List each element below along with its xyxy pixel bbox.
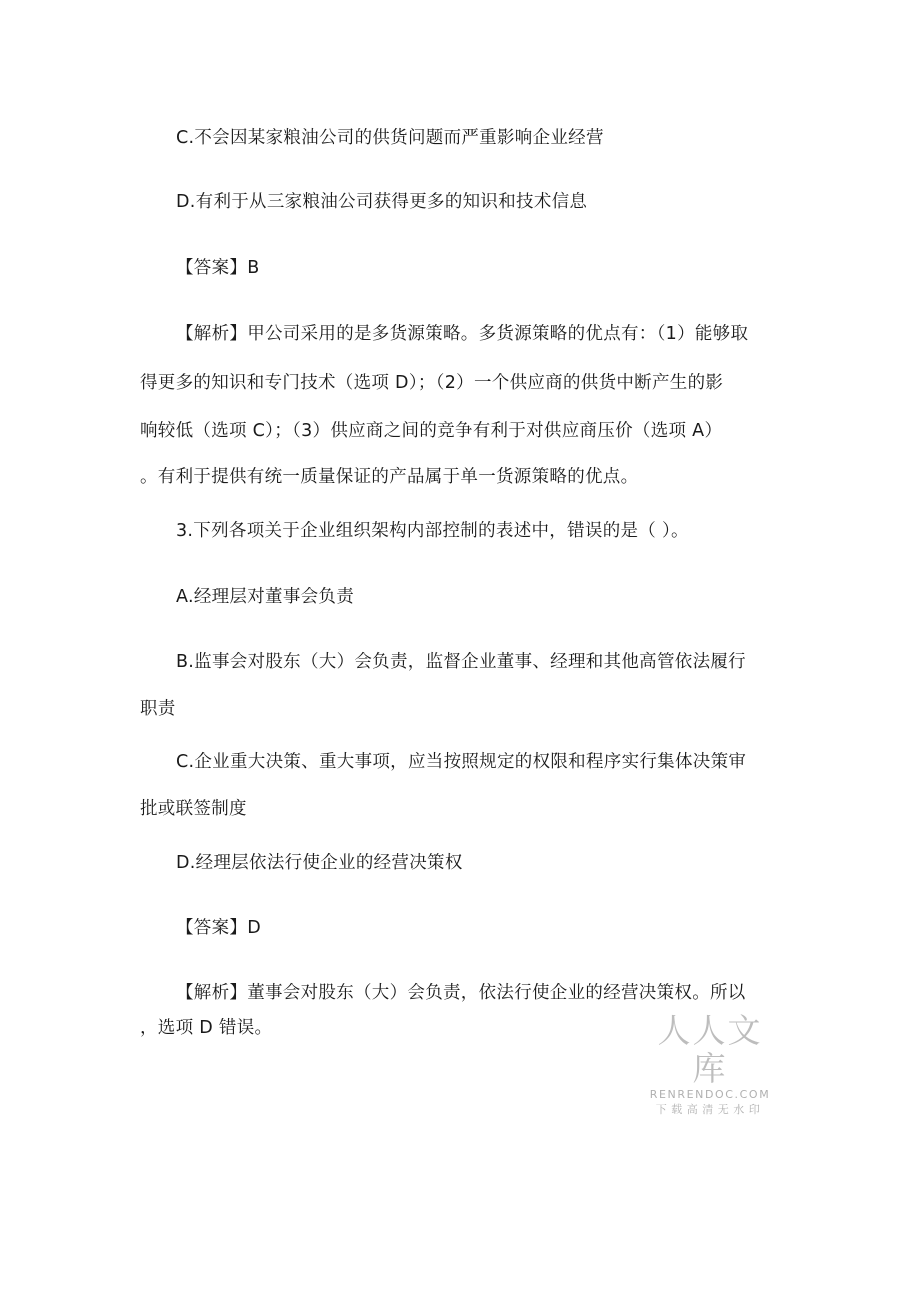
watermark-subtitle: 下载高清无水印 xyxy=(655,1103,765,1116)
q3-option-c-line-1: C.企业重大决策、重大事项，应当按照规定的权限和程序实行集体决策审 xyxy=(176,752,747,772)
q2-option-c: C.不会因某家粮油公司的供货问题而严重影响企业经营 xyxy=(176,128,604,148)
q2-analysis-line-4: 。有利于提供有统一质量保证的产品属于单一货源策略的优点。 xyxy=(140,467,639,487)
q3-option-b-line-1: B.监事会对股东（大）会负责，监督企业董事、经理和其他高管依法履行 xyxy=(176,652,746,672)
q3-option-b-line-2: 职责 xyxy=(140,699,176,719)
q3-analysis-line-1: 【解析】董事会对股东（大）会负责，依法行使企业的经营决策权。所以 xyxy=(176,983,746,1003)
watermark-title: 人人文库 xyxy=(657,1011,763,1088)
q2-option-d: D.有利于从三家粮油公司获得更多的知识和技术信息 xyxy=(176,192,588,212)
q2-answer: 【答案】B xyxy=(176,258,260,278)
watermark-domain: RENRENDOC.COM xyxy=(649,1088,771,1101)
q3-option-a: A.经理层对董事会负责 xyxy=(176,587,355,607)
q2-analysis-line-3: 响较低（选项 C）；（3）供应商之间的竞争有利于对供应商压价（选项 A） xyxy=(140,421,723,441)
q3-answer: 【答案】D xyxy=(176,918,261,938)
watermark-logo xyxy=(645,1012,775,1118)
q3-stem: 3.下列各项关于企业组织架构内部控制的表述中，错误的是（ ）。 xyxy=(176,521,689,541)
q3-option-d: D.经理层依法行使企业的经营决策权 xyxy=(176,853,463,873)
q2-analysis-line-1: 【解析】甲公司采用的是多货源策略。多货源策略的优点有：（1）能够取 xyxy=(176,324,749,344)
q3-option-c-line-2: 批或联签制度 xyxy=(140,799,247,819)
q3-analysis-line-2: ，选项 D 错误。 xyxy=(140,1018,273,1038)
q2-analysis-line-2: 得更多的知识和专门技术（选项 D）；（2）一个供应商的供货中断产生的影 xyxy=(140,373,724,393)
